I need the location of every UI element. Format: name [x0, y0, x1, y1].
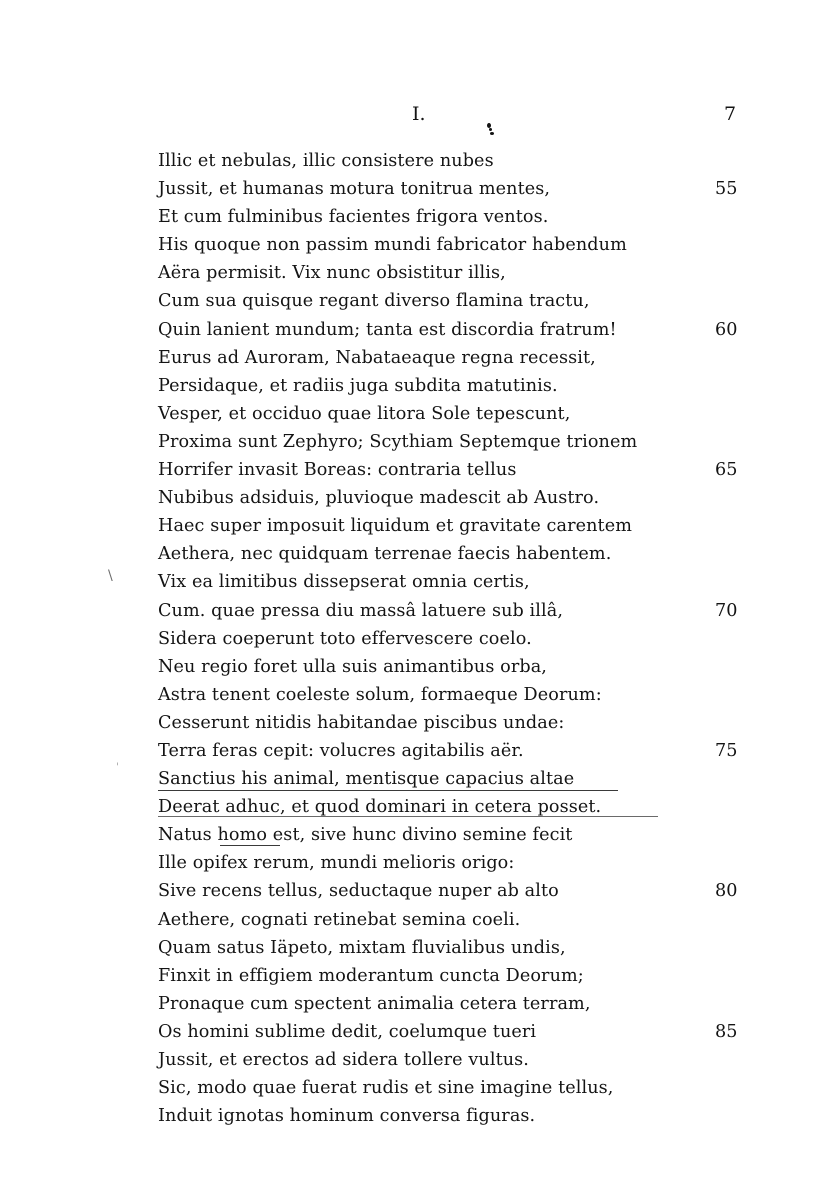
verse-text: Induit ignotas hominum conversa figuras.: [158, 1106, 536, 1127]
verse-line: [158, 1102, 758, 1130]
margin-pencil-mark: ': [116, 762, 119, 773]
verse-text: Eurus ad Auroram, Nabataeaque regna recessit,: [158, 347, 596, 368]
verse-text: Sidera coeperunt toto effervescere coelo.: [158, 628, 532, 649]
verse-text: Finxit in effigiem moderantum cuncta Deorum;: [158, 965, 584, 986]
verse-text: Deerat adhuc, et quod dominari in cetera posset.: [158, 797, 602, 818]
verse-text: Astra tenent coeleste solum, formaeque Deorum:: [158, 684, 602, 705]
verse-text: Sive recens tellus, seductaque nuper ab alto: [158, 881, 559, 902]
verse-text: Sanctius his animal, mentisque capacius altae: [158, 769, 575, 790]
verse-line: [158, 934, 758, 962]
verse-line: [158, 203, 758, 231]
verse-line: [158, 147, 758, 175]
verse-text: Jussit, et erectos ad sidera tollere vultus.: [158, 1050, 529, 1070]
verse-text: Pronaque cum spectent animalia cetera terram,: [158, 993, 591, 1014]
line-number: 80: [715, 881, 738, 902]
line-number: 70: [715, 600, 738, 621]
verse-line: [158, 709, 758, 737]
verse-line: [158, 259, 758, 287]
verse-line: [158, 568, 758, 596]
margin-pencil-mark: \: [108, 568, 113, 584]
verse-text: Natus homo est, sive hunc divino semine fecit: [158, 825, 573, 846]
verse-line: [158, 316, 758, 344]
verse-text: Cum. quae pressa diu massâ latuere sub illâ,: [158, 600, 564, 621]
verse-line: [158, 990, 758, 1018]
verse-line: [158, 428, 758, 456]
verse-line: [158, 1074, 758, 1102]
verse-line: [158, 681, 758, 709]
running-head: [0, 103, 840, 129]
verse-text: His quoque non passim mundi fabricator habendum: [158, 235, 627, 256]
line-number: 65: [715, 460, 738, 481]
verse-text: Quam satus Iäpeto, mixtam fluvialibus undis,: [158, 937, 566, 958]
verse-text: Neu regio foret ulla suis animantibus orba,: [158, 656, 547, 677]
verse-line: [158, 231, 758, 259]
verse-line: [158, 1046, 758, 1074]
printer-ornament: [486, 123, 494, 135]
verse-text: Cesserunt nitidis habitandae piscibus undae:: [158, 712, 565, 733]
verse-line: [158, 512, 758, 540]
verse-line: [158, 737, 758, 765]
verse-text: Nubibus adsiduis, pluvioque madescit ab Austro.: [158, 488, 600, 509]
verse-line: [158, 484, 758, 512]
line-number: 85: [715, 1021, 738, 1042]
book-number: I.: [412, 103, 426, 125]
verse-text: Ille opifex rerum, mundi melioris origo:: [158, 853, 515, 874]
page-number: 7: [724, 103, 737, 125]
verse-line: [158, 625, 758, 653]
verse-line: [158, 877, 758, 905]
verse-line: [158, 1018, 758, 1046]
verse-line: [158, 849, 758, 877]
verse-line: [158, 653, 758, 681]
verse-text: Os homini sublime dedit, coelumque tueri: [158, 1021, 537, 1042]
verse-line: [158, 372, 758, 400]
verse-line: [158, 175, 758, 203]
verse-line: [158, 344, 758, 372]
verse-text: Quin lanient mundum; tanta est discordia fratrum!: [158, 319, 617, 340]
verse-text: Cum sua quisque regant diverso flamina tractu,: [158, 291, 590, 312]
verse-line: [158, 793, 758, 821]
verse-text: Vesper, et occiduo quae litora Sole tepescunt,: [158, 403, 571, 424]
verse-text: Persidaque, et radiis juga subdita matutinis.: [158, 375, 558, 396]
verse-line: [158, 400, 758, 428]
verse-text: Sic, modo quae fuerat rudis et sine imagine tellus,: [158, 1078, 614, 1099]
verse-line: [158, 906, 758, 934]
verse-text: Aethera, nec quidquam terrenae faecis habentem.: [158, 544, 612, 565]
verse-line: [158, 456, 758, 484]
verse-text: Aethere, cognati retinebat semina coeli.: [158, 909, 521, 930]
verse-line: [158, 287, 758, 315]
verse-text: Vix ea limitibus dissepserat omnia certis,: [158, 572, 530, 593]
verse-text: Terra feras cepit: volucres agitabilis aër.: [158, 740, 524, 761]
line-number: 75: [715, 740, 738, 761]
verse-line: [158, 821, 758, 849]
verse-text: Haec super imposuit liquidum et gravitate carentem: [158, 516, 632, 537]
verse-text: Illic et nebulas, illic consistere nubes: [158, 151, 494, 171]
verse-line: [158, 962, 758, 990]
verse-line: [158, 597, 758, 625]
line-number: 60: [715, 319, 738, 340]
verse-text: Et cum fulminibus facientes frigora ventos.: [158, 207, 549, 228]
verse-line: [158, 765, 758, 793]
verse-text: Jussit, et humanas motura tonitrua mentes,: [158, 179, 551, 200]
verse-text: Proxima sunt Zephyro; Scythiam Septemque trionem: [158, 431, 638, 452]
verse-text: Aëra permisit. Vix nunc obsistitur illis,: [158, 263, 506, 284]
verse-text: Horrifer invasit Boreas: contraria tellus: [158, 460, 517, 481]
verse-line: [158, 540, 758, 568]
line-number: 55: [715, 179, 738, 200]
verse-list: [158, 147, 758, 1130]
